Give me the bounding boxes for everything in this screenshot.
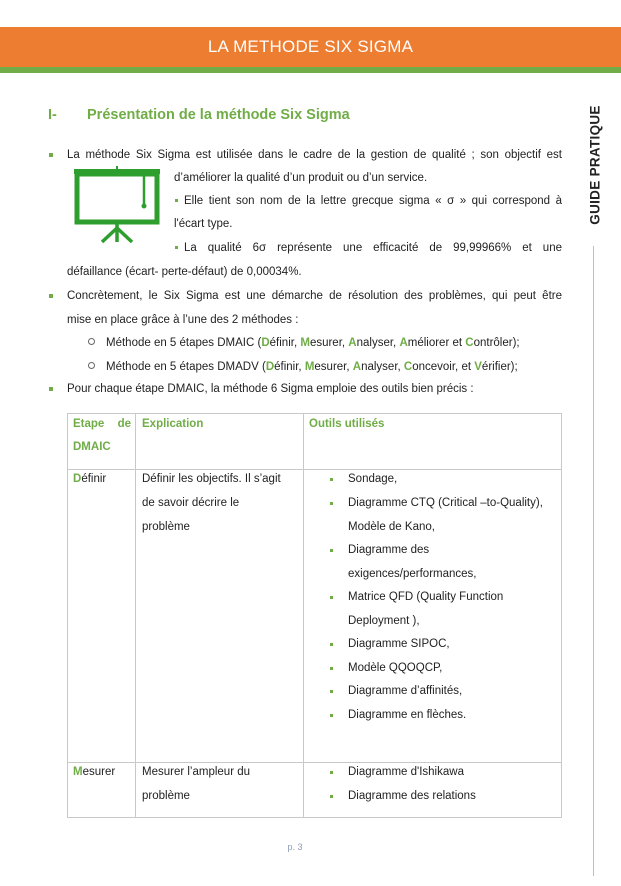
- bullet-marker: [49, 294, 53, 298]
- dmadv-word: oncevoir,: [412, 361, 462, 373]
- bullet-marker: [175, 199, 178, 202]
- dmaic-letter: D: [261, 337, 270, 349]
- intro-line-6: défaillance (écart- perte-défaut) de 0,00034%.: [67, 266, 302, 278]
- table-row-explanation-line: de savoir décrire le: [142, 497, 240, 509]
- dmadv-letter: C: [403, 361, 413, 373]
- dmadv-prefix: Méthode en 5 étapes DMADV (: [106, 361, 266, 373]
- side-label-text: GUIDE PRATIQUE: [587, 105, 603, 225]
- tool-bullet: [330, 771, 333, 774]
- table-header-step-line2: DMAIC: [73, 441, 111, 453]
- bullet-marker: [49, 153, 53, 157]
- dmaic-word: ontrôler);: [473, 337, 520, 349]
- tool-item: Diagramme SIPOC,: [348, 638, 450, 650]
- tool-item: Diagramme d’affinités,: [348, 685, 463, 697]
- dmadv-letter: D: [265, 361, 275, 373]
- sub-bullet-circle: [88, 362, 95, 369]
- dmadv-word: esurer,: [314, 361, 353, 373]
- table-col-divider: [303, 413, 304, 818]
- tool-bullet: [330, 549, 333, 552]
- table-header-step-line1: Etape de: [73, 418, 131, 430]
- tool-item: Matrice QFD (Quality Function: [348, 591, 504, 603]
- dmaic-word: esurer,: [309, 337, 349, 349]
- intro-line-3: Elle tient son nom de la lettre grecque sigma « σ » qui correspond à: [184, 195, 562, 207]
- sub-bullet-circle: [88, 338, 95, 345]
- dmaic-letter: A: [399, 337, 408, 349]
- tool-item: Diagramme des: [348, 544, 430, 556]
- intro-line-5: La qualité 6σ représente une efficacité de 99,99966% et une: [184, 242, 562, 254]
- step-letter: M: [73, 766, 83, 778]
- tool-bullet: [330, 643, 333, 646]
- tool-bullet: [330, 667, 333, 670]
- table-header-tools: Outils utilisés: [309, 418, 385, 430]
- presentation-board-icon: [72, 166, 162, 244]
- tool-item: Sondage,: [348, 473, 398, 485]
- side-label: [576, 100, 614, 230]
- tool-item: exigences/performances,: [348, 568, 477, 580]
- table-row-step: [73, 467, 106, 491]
- tool-bullet: [330, 478, 333, 481]
- dmaic-word: nalyser,: [356, 337, 400, 349]
- dmaic-word: méliorer et: [407, 337, 466, 349]
- dmadv-letter: V: [474, 361, 482, 373]
- tool-bullet: [330, 714, 333, 717]
- page-header-title: LA METHODE SIX SIGMA: [207, 37, 414, 56]
- step-letter: D: [73, 473, 82, 485]
- tool-bullet: [330, 690, 333, 693]
- tool-item: Modèle de Kano,: [348, 521, 435, 533]
- dmadv-word: nalyser,: [361, 361, 404, 373]
- tool-bullet: [330, 502, 333, 505]
- dmaic-letter: C: [465, 337, 474, 349]
- section-number: I-: [48, 107, 57, 123]
- tools-intro: Pour chaque étape DMAIC, la méthode 6 Sigma emploie des outils bien précis :: [67, 383, 474, 395]
- table-row-explanation-line: problème: [142, 521, 190, 533]
- bullet-marker: [49, 387, 53, 391]
- side-divider: [593, 246, 594, 876]
- dmadv-method-line: [106, 355, 518, 379]
- tool-item: Deployment ),: [348, 615, 420, 627]
- dmadv-word: érifier);: [481, 361, 518, 373]
- table-col-divider: [135, 413, 136, 818]
- tool-item: Modèle QQOQCP,: [348, 662, 443, 674]
- table-row-step: [73, 760, 115, 784]
- tool-item: Diagramme en flèches.: [348, 709, 467, 721]
- section-title: Présentation de la méthode Six Sigma: [87, 107, 350, 123]
- dmaic-method-line: [106, 331, 520, 355]
- dmaic-letter: A: [348, 337, 357, 349]
- dmaic-letter: M: [300, 337, 310, 349]
- dmadv-letter: et: [461, 361, 475, 373]
- tool-bullet: [330, 795, 333, 798]
- tool-item: Diagramme CTQ (Critical –to-Quality),: [348, 497, 543, 509]
- intro-line-2: d’améliorer la qualité d’un produit ou d’un service.: [174, 172, 428, 184]
- step-word: esurer: [82, 766, 116, 778]
- header-green-line: [0, 67, 621, 73]
- dmaic-word: éfinir,: [269, 337, 301, 349]
- table-row-explanation-line: problème: [142, 790, 190, 802]
- dmadv-word: éfinir,: [274, 361, 305, 373]
- table-header-explanation: Explication: [142, 418, 204, 430]
- dmadv-letter: M: [304, 361, 315, 373]
- page-number: p. 3: [287, 842, 303, 852]
- dmaic-prefix: Méthode en 5 étapes DMAIC (: [106, 337, 262, 349]
- table-row-explanation-line: Mesurer l’ampleur du: [142, 766, 251, 778]
- bullet-marker: [175, 246, 178, 249]
- tool-item: Diagramme des relations: [348, 790, 476, 802]
- table-row-explanation-line: Définir les objectifs. Il s’agit: [142, 473, 281, 485]
- concretement-line-2: mise en place grâce à l’une des 2 méthodes :: [67, 314, 299, 326]
- intro-line-4: l'écart type.: [174, 218, 233, 230]
- concretement-line-1: Concrètement, le Six Sigma est une démarche de résolution des problèmes, qui peut être: [67, 290, 562, 302]
- step-word: éfinir: [81, 473, 107, 485]
- tool-bullet: [330, 596, 333, 599]
- tool-item: Diagramme d'Ishikawa: [348, 766, 464, 778]
- intro-line-1: La méthode Six Sigma est utilisée dans le cadre de la gestion de qualité ; son objectif est: [67, 149, 562, 161]
- dmadv-letter: A: [352, 361, 362, 373]
